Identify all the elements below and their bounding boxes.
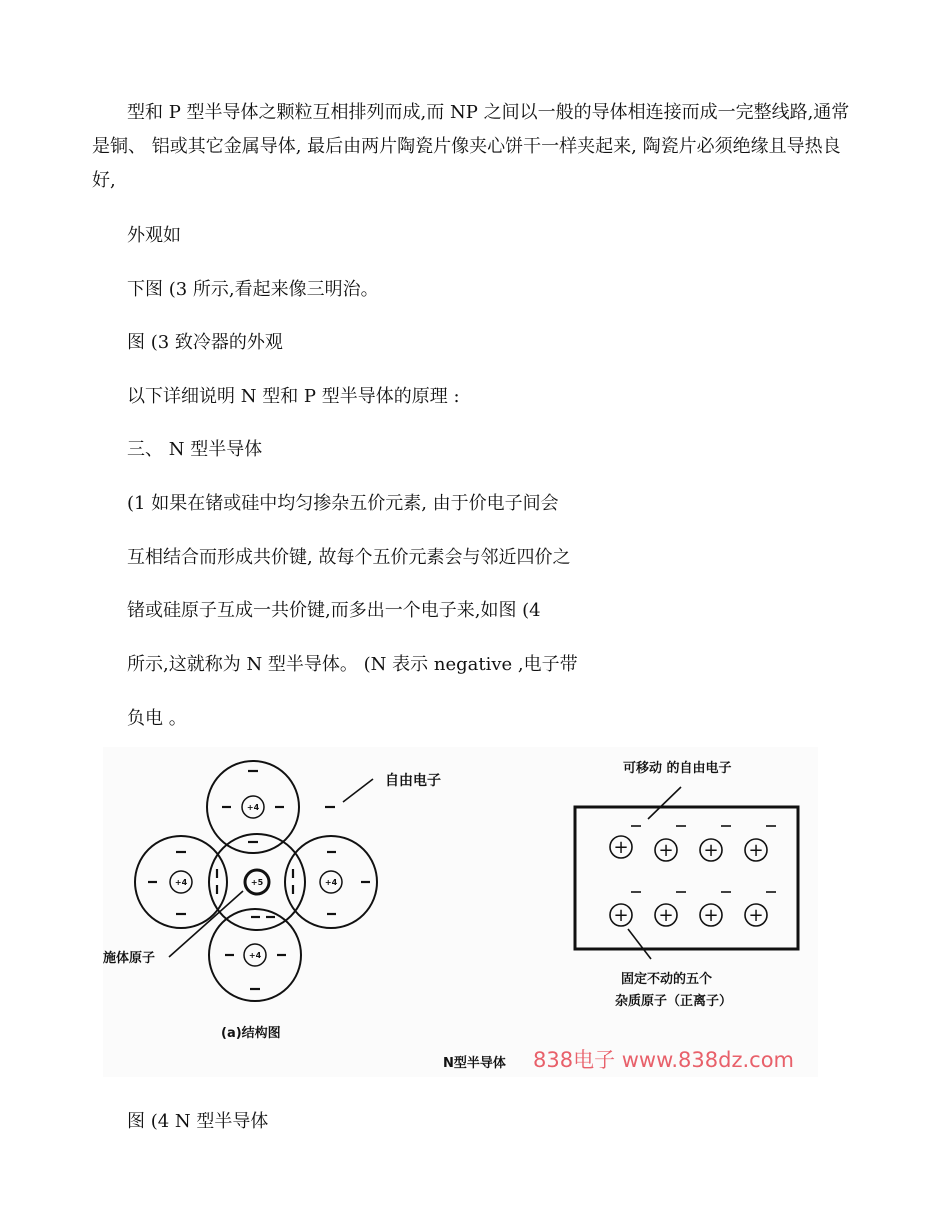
intro-paragraph: 型和 P 型半导体之颗粒互相排列而成,而 NP 之间以一般的导体相连接而成一完整线路,通常是铜、 铝或其它金属导体, 最后由两片陶瓷片像夹心饼干一样夹起来, 陶瓷片必须绝缘且导热良好, <box>92 102 850 191</box>
figure-3-caption: 图 (3 致冷器的外观 <box>127 332 283 353</box>
text-line-1: 外观如 <box>127 225 181 246</box>
figure-4-caption: 图 (4 N 型半导体 <box>127 1111 269 1132</box>
ion-5: + <box>613 905 629 926</box>
text-line-7: 互相结合而形成共价键, 故每个五价元素会与邻近四价之 <box>127 547 571 568</box>
host-atom-label: 施体原子 <box>103 951 156 966</box>
ion-1: + <box>613 837 629 858</box>
neighbor-atom-bottom: +4 <box>248 951 262 960</box>
center-atom: +5 <box>250 878 264 887</box>
free-electron-label: 自由电子 <box>385 773 441 789</box>
neighbor-atom-top: +4 <box>246 803 260 812</box>
section-heading: 三、 N 型半导体 <box>127 439 263 460</box>
ion-2: + <box>658 840 674 861</box>
neighbor-atom-left: +4 <box>174 878 188 887</box>
ion-8: + <box>748 905 764 926</box>
fixed-ion-label-line1: 固定不动的五个 <box>621 972 713 987</box>
neighbor-atom-right: +4 <box>324 878 338 887</box>
n-type-semiconductor-figure <box>103 747 818 1077</box>
text-line-2: 下图 (3 所示,看起来像三明治。 <box>127 279 379 300</box>
fixed-ion-label-line2: 杂质原子（正离子） <box>615 994 733 1009</box>
n-type-label: N型半导体 <box>443 1056 506 1071</box>
mobile-electron-label: 可移动 的自由电子 <box>623 761 732 776</box>
ion-4: + <box>748 840 764 861</box>
text-line-8: 锗或硅原子互成一共价键,而多出一个电子来,如图 (4 <box>127 600 541 621</box>
text-line-4: 以下详细说明 N 型和 P 型半导体的原理 : <box>127 386 460 407</box>
text-line-6: (1 如果在锗或硅中均匀掺杂五价元素, 由于价电子间会 <box>127 493 559 514</box>
ion-3: + <box>703 840 719 861</box>
text-line-10: 负电 。 <box>127 708 187 729</box>
text-line-9: 所示,这就称为 N 型半导体。 (N 表示 negative ,电子带 <box>127 654 578 675</box>
watermark: 838电子 www.838dz.com <box>533 1048 794 1072</box>
ion-7: + <box>703 905 719 926</box>
ion-6: + <box>658 905 674 926</box>
structure-caption: (a)结构图 <box>221 1026 281 1041</box>
